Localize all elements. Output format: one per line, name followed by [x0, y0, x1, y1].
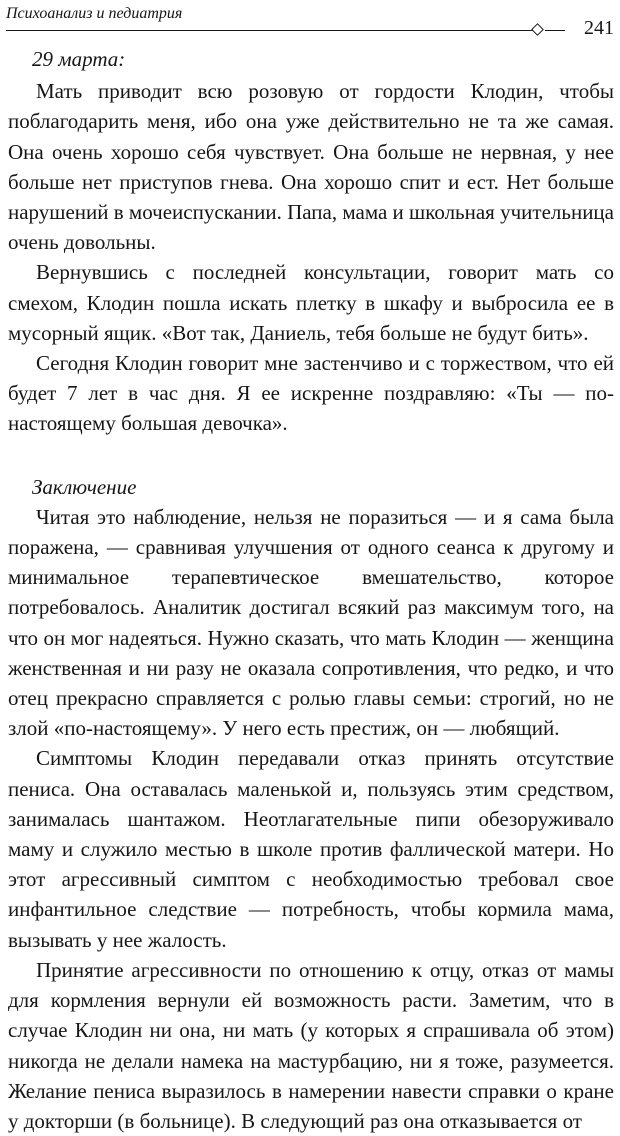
header-diamond-ornament: [531, 23, 544, 36]
paragraph: Сегодня Клодин говорит мне застенчиво и с торжеством, что ей будет 7 лет в час дня. Я ее искренне поздравляю: «Ты — по-настоящему большая девочка».: [8, 351, 614, 436]
paragraph: Мать приводит всю розовую от гордости Клодин, чтобы поблагодарить меня, ибо она уже действительно не та же самая. Она очень хорошо себя чувствует. Она больше не нервная, у нее больше нет приступов гнева. Она хорошо спит и ест. Нет больше нарушений в мочеиспускании. Папа, мама и школьная учительница очень довольны.: [8, 79, 614, 255]
header-rule-tail: [545, 30, 565, 31]
paragraph: Читая это наблюдение, нельзя не поразиться — и я сама была поражена, — сравнивая улучшения от одного сеанса к другому и минимальное терапевтическое вмешательство, которое потребовалось. Аналитик достигал всякий раз максимум того, на что он мог надеяться. Нужно сказать, что мать Клодин — женщина женственная и ни разу не оказала сопротивления, что редко, и что отец прекрасно справляется с ролью главы семьи: строгий, но не злой «по-настоящему». У него есть престиж, он — любящий.: [8, 504, 614, 741]
paragraph: Вернувшись с последней консультации, говорит мать со смехом, Клодин пошла искать плетку в шкафу и выбросила ее в мусорный ящик. «Вот так, Даниель, тебя больше не будут бить».: [8, 260, 614, 345]
paragraph: Принятие агрессивности по отношению к отцу, отказ от мамы для кормления вернули ей возможность расти. Заметим, что в случае Клодин ни она, ни мать (у которых я спрашивала об этом) никогда не делали намека на мастурбацию, ни я тоже, разумеется. Желание пениса выразилось в намерении навести справки о кране у докторши (в больнице). В следующий раз она отказывается от: [8, 957, 614, 1133]
date-heading: 29 марта:: [32, 47, 126, 71]
section-gap: [8, 439, 614, 472]
page-number: 241: [584, 17, 614, 39]
running-title: Психоанализ и педиатрия: [6, 5, 183, 22]
header-rule: [6, 30, 533, 31]
running-header: [6, 4, 614, 39]
page-content: [8, 44, 614, 1136]
paragraph: Симптомы Клодин передавали отказ принять отсутствие пениса. Она оставалась маленькой и, пользуясь этим средством, занималась шантажом. Неотлагательные пипи обезоруживало маму и служило местью в школе против фаллической матери. Но этот агрессивный симптом с необходимостью требовал свое инфантильное следствие — потребность, чтобы кормила мама, вызывать у нее жалость.: [8, 746, 614, 952]
conclusion-heading: Заключение: [32, 474, 137, 499]
